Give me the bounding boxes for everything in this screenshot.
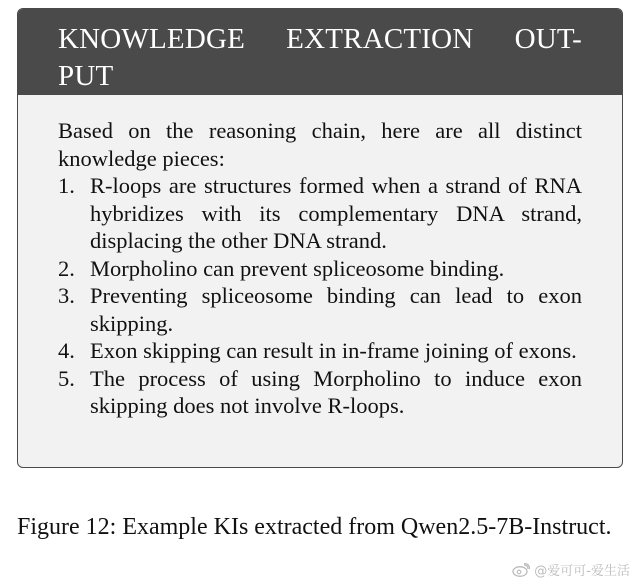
knowledge-piece-item (58, 337, 582, 365)
intro-text: Based on the reasoning chain, here are all distinct knowledge pieces: (58, 118, 582, 171)
knowledge-piece-item (58, 365, 582, 420)
box-title-line-2: PUT (58, 60, 114, 92)
item-number: 1. (58, 173, 75, 198)
item-number: 5. (58, 365, 75, 391)
weibo-icon (512, 563, 530, 577)
knowledge-piece-item (58, 282, 582, 337)
item-text: Preventing spliceosome binding can lead to exon skipping. (90, 283, 582, 336)
item-text: Exon skipping can result in in-frame joining of exons. (90, 338, 577, 363)
item-text: R-loops are structures formed when a strand of RNA hybridizes with its complementary DNA strand, displacing the other DNA strand. (90, 173, 582, 253)
watermark-text: @爱可可-爱生活 (534, 564, 630, 579)
item-number: 2. (58, 255, 75, 281)
box-header (18, 9, 622, 95)
box-body (18, 95, 622, 420)
item-number: 4. (58, 338, 75, 363)
item-number: 3. (58, 283, 75, 308)
item-text: The process of using Morpholino to induce exon skipping does not involve R-loops. (90, 365, 582, 418)
box-title-line-1: KNOWLEDGE EXTRACTION OUT- (58, 23, 582, 55)
knowledge-piece-item (58, 172, 582, 255)
knowledge-extraction-box (17, 8, 623, 468)
figure-caption: Figure 12: Example KIs extracted from Qwen2.5-7B-Instruct. (17, 514, 612, 540)
knowledge-piece-list (58, 172, 582, 420)
watermark (512, 560, 630, 579)
knowledge-piece-item (58, 255, 582, 283)
item-text: Morpholino can prevent spliceosome binding. (90, 255, 505, 281)
